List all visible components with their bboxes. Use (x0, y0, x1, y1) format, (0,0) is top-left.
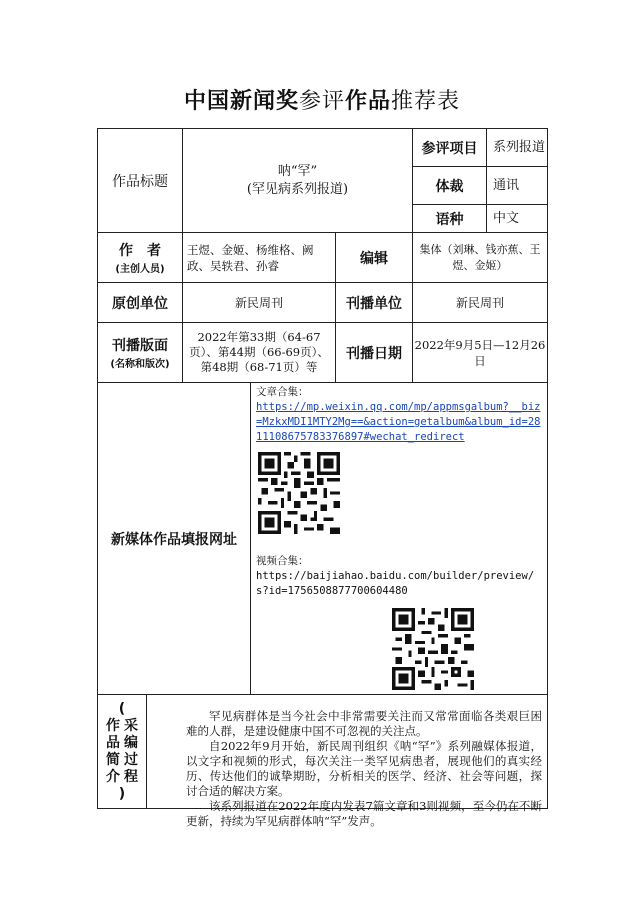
title-part: 中国新闻奖 (183, 88, 299, 114)
label-category: 参评项目 (421, 140, 478, 157)
title-part: 推荐表 (391, 89, 461, 114)
label-genre: 体裁 (435, 178, 464, 195)
label-layout (98, 323, 182, 382)
intro-label-char: ) (118, 786, 126, 802)
intro-label-char: 采 (124, 718, 138, 734)
label-author (98, 233, 182, 282)
title-part: 作品 (345, 88, 392, 114)
intro-text (186, 709, 542, 829)
genre-value: 通讯 (493, 177, 520, 193)
label-layout-sub: (名称和版次) (110, 359, 170, 370)
page-title (0, 84, 644, 115)
intro-paragraph: 该系列报道在2022年度内发表7篇文章和3则视频，至今仍在不断更新，持续为罕见病群体呐“罕”发声。 (186, 799, 542, 828)
author-value: 王煜、金姬、杨维格、阙政、吴轶君、孙睿 (187, 242, 314, 273)
work-title-line1: 呐“罕” (277, 163, 318, 179)
origin-unit-value: 新民周刊 (234, 295, 283, 310)
article-section (256, 385, 544, 445)
intro-label-char: 编 (124, 735, 138, 751)
label-pub-unit: 刊播单位 (346, 295, 402, 312)
pub-unit-value: 新民周刊 (455, 295, 504, 310)
intro-label-char: 过 (124, 752, 138, 768)
label-author-main: 作 者 (119, 243, 161, 259)
label-language: 语种 (435, 211, 464, 228)
pub-date-value: 2022年9月5日—12月26日 (414, 337, 546, 368)
editor-value: 集体（刘琳、钱亦蕉、王煜、金姬） (419, 242, 541, 272)
intro-label-char: 程 (124, 769, 138, 785)
video-section (256, 554, 544, 599)
label-editor: 编辑 (360, 250, 388, 267)
qr-code-video (392, 608, 474, 690)
intro-label-char: 品 (106, 735, 120, 751)
intro-label-char: 简 (106, 752, 120, 768)
intro-label-char: 介 (106, 769, 120, 785)
layout-value: 2022年第33期（64-67页）、第44期（66-69页）、第48期（68-71页）等 (189, 330, 329, 374)
article-caption: 文章合集： (256, 386, 309, 398)
label-layout-main: 刊播版面 (112, 338, 168, 354)
language-value: 中文 (493, 210, 520, 226)
label-author-sub: (主创人员) (115, 264, 165, 275)
intro-paragraph: 自2022年9月开始，新民周刊组织《呐“罕”》系列融媒体报道，以文字和视频的形式，每次关注一类罕见病患者，展现他们的真实经历、传达他们的诚挚期盼，分析相关的医学、经济、社会等问题，探讨合适的解决方案。 (186, 739, 542, 798)
work-title (183, 129, 412, 232)
label-intro (98, 697, 146, 807)
title-part: 参评 (298, 89, 345, 114)
intro-paragraph: 罕见病群体是当今社会中非常需要关注而又常常面临各类艰巨困难的人群，是建设健康中国不可忽视的关注点。 (186, 709, 542, 738)
label-title: 作品标题 (112, 173, 168, 190)
intro-label-char: ( (118, 701, 126, 717)
label-new-media: 新媒体作品填报网址 (111, 531, 237, 548)
intro-label-char: 作 (106, 718, 120, 734)
video-caption: 视频合集： (256, 555, 309, 567)
work-title-line2: (罕见病系列报道) (246, 181, 349, 197)
category-value: 系列报道 (493, 139, 546, 155)
article-link[interactable]: https://mp.weixin.qq.com/mp/appmsgalbum?__biz=MzkxMDI1MTY2Mg==&action=getalbum&album_id=2811108675783376897#wechat_redirect (256, 401, 541, 443)
video-link[interactable]: https://baijiahao.baidu.com/builder/preview/s?id=1756508877700604480 (256, 570, 535, 597)
label-pub-date: 刊播日期 (346, 345, 402, 362)
qr-code-article (258, 452, 340, 534)
label-origin-unit: 原创单位 (112, 295, 168, 312)
